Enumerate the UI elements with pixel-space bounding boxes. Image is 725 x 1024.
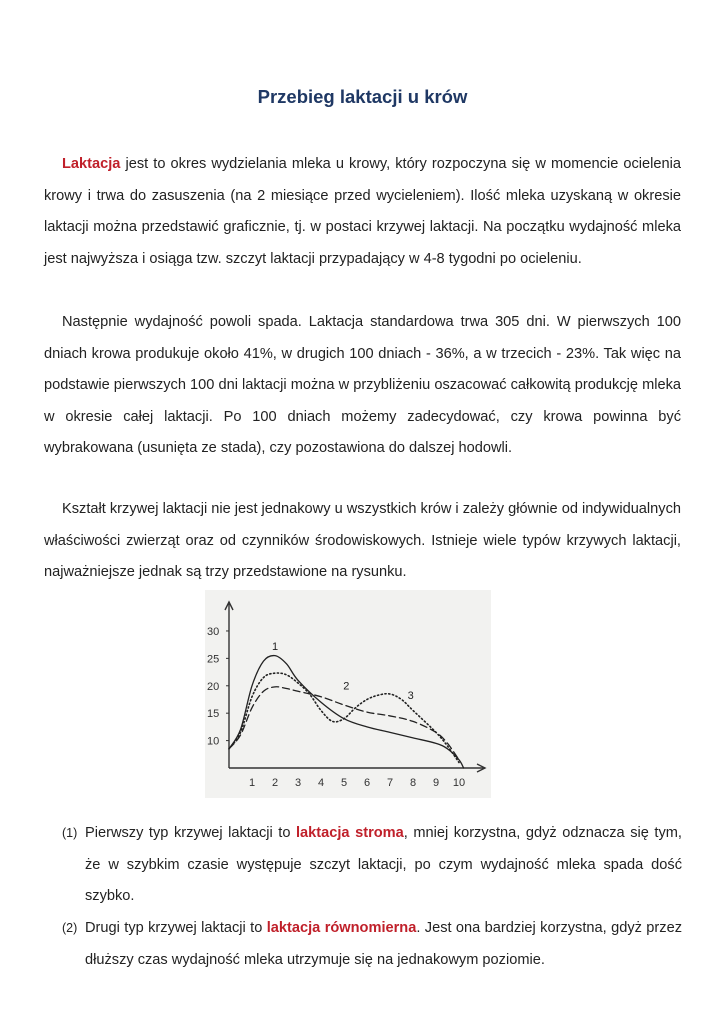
paragraph-curve-shapes: Kształt krzywej laktacji nie jest jednakowy u wszystkich krów i zależy głównie od indywidualnych właściwości zwierząt oraz od czynników środowiskowych. Istnieje wiele typów krzywych laktacji, najważniejsze jednak są trzy przedstawione na rysunku. bbox=[44, 501, 681, 580]
x-tick-label: 2 bbox=[271, 777, 279, 789]
list-item bbox=[62, 818, 682, 913]
list-text-after: . Jest ona bardziej korzystna, gdyż przez dłuższy czas wydajność mleka utrzymuje się na jednakowym poziomie. bbox=[85, 920, 682, 968]
y-tick-label: 15 bbox=[207, 708, 220, 721]
x-tick-label: 4 bbox=[317, 777, 325, 789]
x-tick-label: 9 bbox=[432, 777, 440, 789]
list-text-before: Pierwszy typ krzywej laktacji to bbox=[85, 825, 296, 841]
x-tick-label: 8 bbox=[409, 777, 417, 789]
x-tick-label: 6 bbox=[363, 777, 371, 789]
paragraph-yield: Następnie wydajność powoli spada. Laktacja standardowa trwa 305 dni. W pierwszych 100 dniach krowa produkuje około 41%, w drugich 100 dniach - 36%, a w trzecich - 23%. Tak więc na podstawie pierwszych 100 dni laktacji można w przybliżeniu oszacować całkowitą produkcję mleka w okresie całej laktacji. Po 100 dniach możemy zadecydować, czy krowa powinna być wybrakowana (usunięta ze stada), czy pozostawiona do dalszej hodowli. bbox=[44, 314, 681, 456]
curve-label-3: 3 bbox=[407, 689, 414, 702]
lactation-chart bbox=[205, 590, 491, 798]
term-laktacja-stroma: laktacja stroma bbox=[296, 825, 404, 841]
curve-type-list-2 bbox=[62, 913, 682, 976]
paragraph-intro-text: jest to okres wydzielania mleka u krowy, który rozpoczyna się w momencie ocielenia krowy i trwa do zasuszenia (na 2 miesiące przed wycieleniem). Ilość mleka uzyskaną w okresie laktacji można przedstawić graficznie, tj. w postaci krzywej laktacji. Na początku wydajność mleka jest najwyższa i osiąga tzw. szczyt laktacji przypadający w 4-8 tygodni po ocieleniu. bbox=[44, 156, 681, 267]
term-laktacja: Laktacja bbox=[62, 156, 121, 172]
page-title: Przebieg laktacji u krów bbox=[257, 86, 468, 107]
curve-label-1: 1 bbox=[271, 641, 279, 654]
x-tick-label: 5 bbox=[340, 777, 348, 789]
list-text-before: Drugi typ krzywej laktacji to bbox=[85, 920, 267, 936]
list-number: (1) bbox=[62, 826, 78, 840]
series-line-2 bbox=[229, 687, 459, 760]
list-number: (2) bbox=[62, 921, 78, 935]
y-tick-label: 10 bbox=[207, 735, 220, 748]
curve-type-list-1 bbox=[62, 818, 682, 913]
paragraph-intro bbox=[44, 149, 681, 275]
x-tick-label: 10 bbox=[452, 777, 466, 789]
list-text-after: , mniej korzystna, gdyż odznacza się tym, że w szybkim czasie występuje szczyt laktacji, po czym wydajność mleka spada dość szybko. bbox=[85, 825, 682, 904]
y-tick-label: 20 bbox=[207, 680, 220, 693]
x-tick-label: 7 bbox=[386, 777, 394, 789]
lactation-chart-svg bbox=[205, 590, 491, 798]
list-item bbox=[62, 913, 682, 976]
x-tick-label: 1 bbox=[248, 777, 256, 789]
series-line-1 bbox=[229, 656, 464, 768]
y-tick-label: 25 bbox=[207, 653, 220, 666]
x-tick-label: 3 bbox=[294, 777, 302, 789]
curve-label-2: 2 bbox=[343, 680, 350, 693]
y-tick-label: 30 bbox=[207, 625, 220, 638]
term-laktacja-rownomierna: laktacja równomierna bbox=[266, 920, 417, 936]
